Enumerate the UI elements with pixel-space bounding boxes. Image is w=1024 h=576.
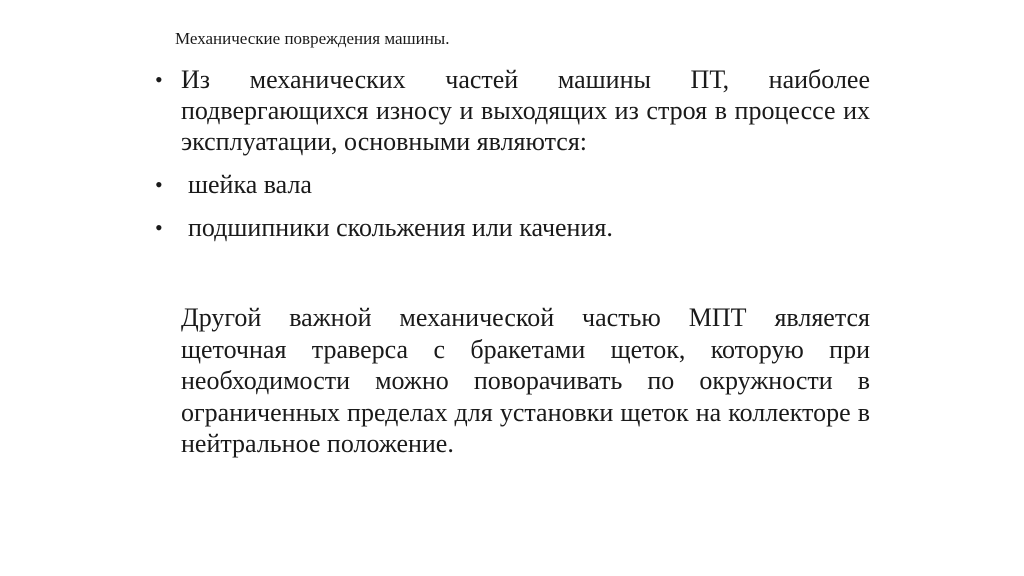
bullet-icon: • (155, 67, 163, 92)
bullet-text: Из механических частей машины ПТ, наиболее подвергающихся износу и выходящих из строя в процессе их эксплуатации, основными являются: (181, 65, 870, 156)
body-paragraph: Другой важной механической частью МПТ является щеточная траверса с бракетами щеток, которую при необходимости можно поворачивать по окружности в ограниченных пределах для установки щеток на коллекторе в нейтральное положение. (181, 303, 870, 458)
bullet-item-main (155, 64, 870, 157)
slide-title: Механические повреждения машины. (175, 29, 450, 48)
bullet-list (155, 64, 870, 255)
bullet-text: шейка вала (188, 170, 312, 199)
bullet-icon: • (155, 215, 163, 240)
bullet-icon: • (155, 172, 163, 197)
bullet-text: подшипники скольжения или качения. (188, 213, 613, 242)
bullet-item-shaft-journal (155, 169, 870, 200)
bullet-item-bearings (155, 212, 870, 243)
